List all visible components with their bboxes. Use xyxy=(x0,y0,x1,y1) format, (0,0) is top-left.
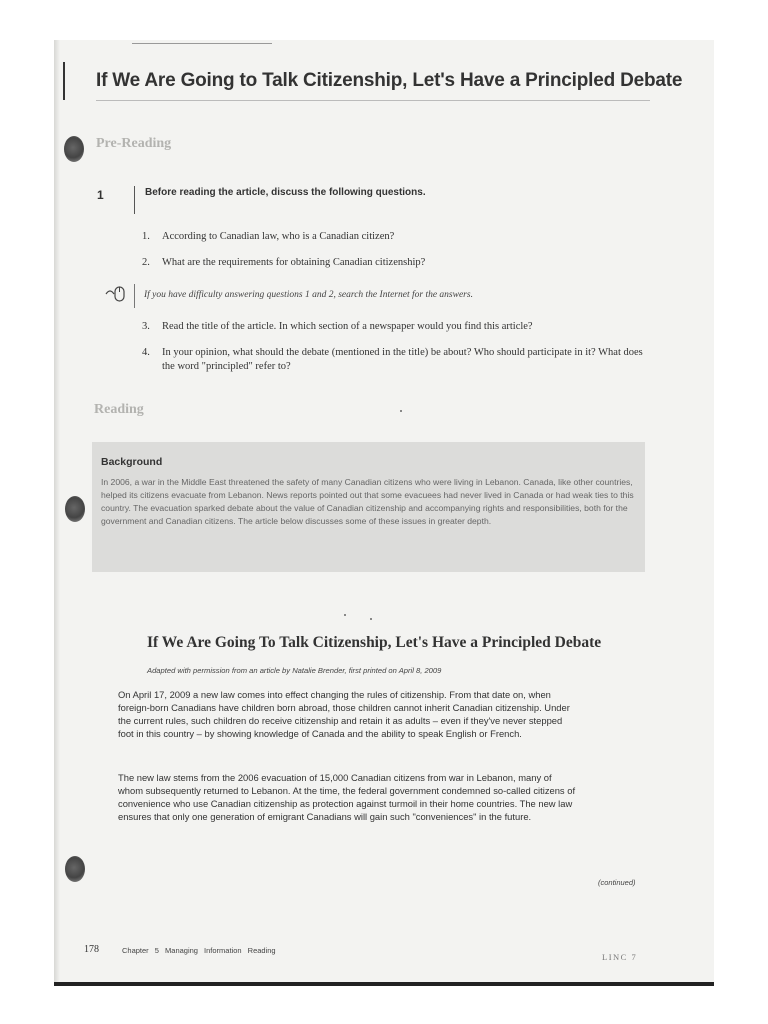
title-underline xyxy=(96,100,650,101)
question-1 xyxy=(142,230,662,244)
question-number: 3. xyxy=(142,321,150,332)
speck xyxy=(400,410,402,412)
page-edge-shadow xyxy=(54,40,60,982)
article-paragraph-2: The new law stems from the 2006 evacuation of 15,000 Canadian citizens from war in Lebanon, many of whom subsequently returned to Lebanon. At the time, the federal government condemned so-called citizens of convenience who use Canadian citizenship as protection against turmoil in their home countries. The new law ensures that only one generation of emigrant Canadians will gain such "conveniences" in the future. xyxy=(118,772,576,822)
step-instruction: Before reading the article, discuss the following questions. xyxy=(145,187,426,198)
speck xyxy=(344,614,346,616)
page-number: 178 xyxy=(84,944,99,955)
reading-heading: Reading xyxy=(94,402,144,417)
pre-reading-heading: Pre-Reading xyxy=(96,136,172,151)
hint-text: If you have difficulty answering questions 1 and 2, search the Internet for the answers. xyxy=(144,290,473,300)
page-title: If We Are Going to Talk Citizenship, Let's Have a Principled Debate xyxy=(96,70,683,91)
article-credit: Adapted with permission from an article by Natalie Brender, first printed on April 8, 2009 xyxy=(147,666,442,675)
chapter-label: Chapter 5 Managing Information Reading xyxy=(122,946,276,955)
hint-divider xyxy=(134,284,135,308)
title-margin-bar xyxy=(63,62,65,100)
step-divider xyxy=(134,186,135,214)
binder-hole-top xyxy=(64,136,84,162)
background-box xyxy=(92,442,645,572)
continued-note: (continued) xyxy=(598,878,636,887)
question-number: 4. xyxy=(142,347,150,358)
question-text: In your opinion, what should the debate (mentioned in the title) be about? Who should participate in it? What does the word "principled" refer to? xyxy=(162,347,643,372)
binder-hole-bottom xyxy=(65,856,85,882)
scan-edge-shadow xyxy=(54,982,714,986)
question-4 xyxy=(142,346,662,374)
top-rule xyxy=(132,43,272,44)
question-3 xyxy=(142,320,662,334)
article-paragraph-1: On April 17, 2009 a new law comes into effect changing the rules of citizenship. From that date on, when foreign-born Canadians have children born abroad, those children cannot inherit Canadian citizenship. Under the current rules, such children do receive citizenship and retain it as adults – even if they've never stepped foot in this country – by showing knowledge of Canada and the ability to speak English or French. xyxy=(118,689,570,739)
speck xyxy=(370,618,372,620)
question-text: According to Canadian law, who is a Canadian citizen? xyxy=(162,231,395,242)
question-number: 2. xyxy=(142,257,150,268)
step-number: 1 xyxy=(97,188,104,202)
question-text: What are the requirements for obtaining Canadian citizenship? xyxy=(162,257,426,268)
textbook-page xyxy=(54,40,714,982)
background-text: In 2006, a war in the Middle East threatened the safety of many Canadian citizens who were living in Lebanon. Canada, like other countries, helped its citizens evacuate from Lebanon. News reports pointed out that some evacuees had never lived in Canada or had weak ties to this country. The evacuation sparked debate about the value of Canadian citizenship and accompanying rights and responsibilities, both for the government and Canadian citizens. The article below discusses some of these issues in greater depth. xyxy=(101,477,634,526)
question-text: Read the title of the article. In which section of a newspaper would you find this article? xyxy=(162,321,533,332)
background-title: Background xyxy=(101,456,163,468)
question-number: 1. xyxy=(142,231,150,242)
binder-hole-middle xyxy=(65,496,85,522)
question-2 xyxy=(142,256,662,270)
mouse-cursor-icon xyxy=(104,284,130,304)
course-code: LINC 7 xyxy=(602,952,638,962)
article-title: If We Are Going To Talk Citizenship, Let's Have a Principled Debate xyxy=(147,634,602,651)
